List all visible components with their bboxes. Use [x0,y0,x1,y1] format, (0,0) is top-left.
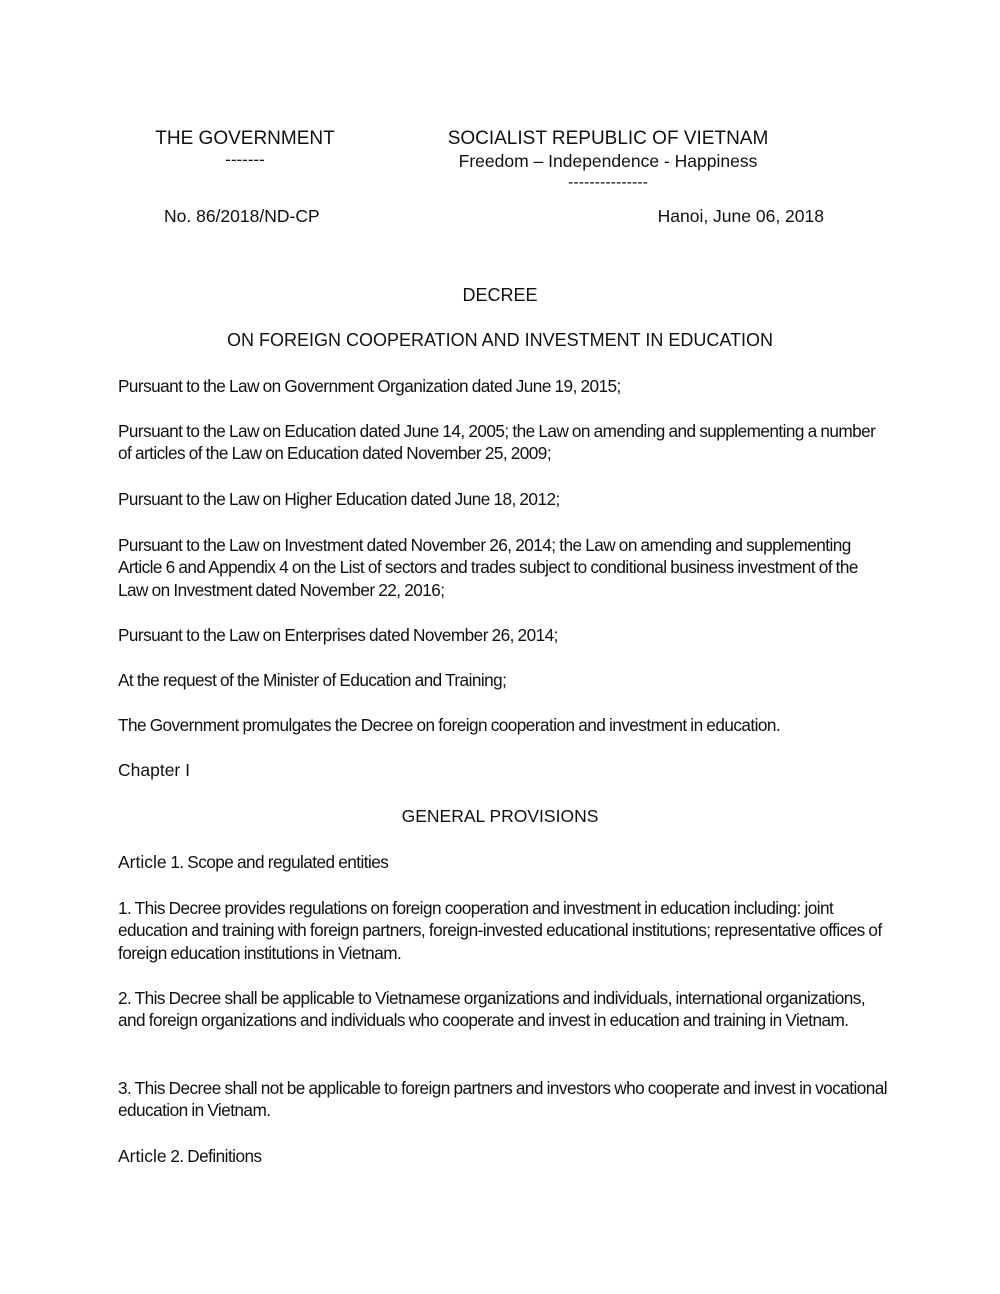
republic-name: SOCIALIST REPUBLIC OF VIETNAM [447,128,769,149]
promulgation-statement: The Government promulgates the Decree on foreign cooperation and investment in education. [118,715,781,735]
issuer-name: THE GOVERNMENT [155,128,335,149]
document-subject-title: ON FOREIGN COOPERATION AND INVESTMENT IN EDUCATION [226,330,774,350]
article-title: 2. Definitions [166,1146,262,1166]
preamble-paragraph: At the request of the Minister of Education and Training; [118,670,507,690]
chapter-title: GENERAL PROVISIONS [401,806,599,826]
preamble-paragraph: Pursuant to the Law on Education dated June 14, 2005; the Law on amending and supplementing a number of articles of the Law on Education dated November 25, 2009; [118,421,876,464]
article-clause: 2. This Decree shall be applicable to Vietnamese organizations and individuals, international organizations, and foreign organizations and individuals who cooperate and invest in education and training in Vietnam. [118,988,866,1031]
preamble-paragraph: Pursuant to the Law on Government Organization dated June 19, 2015; [118,376,621,396]
article-prefix: Article [118,1146,167,1166]
article-clause: 1. This Decree provides regulations on foreign cooperation and investment in education including: joint education and training with foreign partners, foreign-invested educational institutions; representative offices of foreign education institutions in Vietnam. [118,898,882,963]
preamble-paragraph: Pursuant to the Law on Enterprises dated November 26, 2014; [118,625,558,645]
national-motto: Freedom – Independence - Happiness [458,151,758,171]
article-prefix: Article [118,852,167,872]
chapter-label: Chapter I [118,760,190,780]
article-title: 1. Scope and regulated entities [166,852,389,872]
article-heading [118,851,888,873]
article-heading [118,1145,888,1167]
article-clause: 3. This Decree shall not be applicable to foreign partners and investors who cooperate and invest in vocational education in Vietnam. [118,1078,888,1121]
preamble-paragraph: Pursuant to the Law on Investment dated November 26, 2014; the Law on amending and supplementing Article 6 and Appendix 4 on the List of sectors and trades subject to conditional business investment of the Law on Investment dated November 22, 2016; [118,535,858,600]
document-type-title: DECREE [462,285,538,305]
document-number: No. 86/2018/ND-CP [164,206,320,226]
preamble-paragraph: Pursuant to the Law on Higher Education dated June 18, 2012; [118,489,560,509]
republic-separator: --------------- [568,174,648,191]
place-and-date: Hanoi, June 06, 2018 [657,206,824,226]
issuer-separator: ------- [225,150,265,169]
